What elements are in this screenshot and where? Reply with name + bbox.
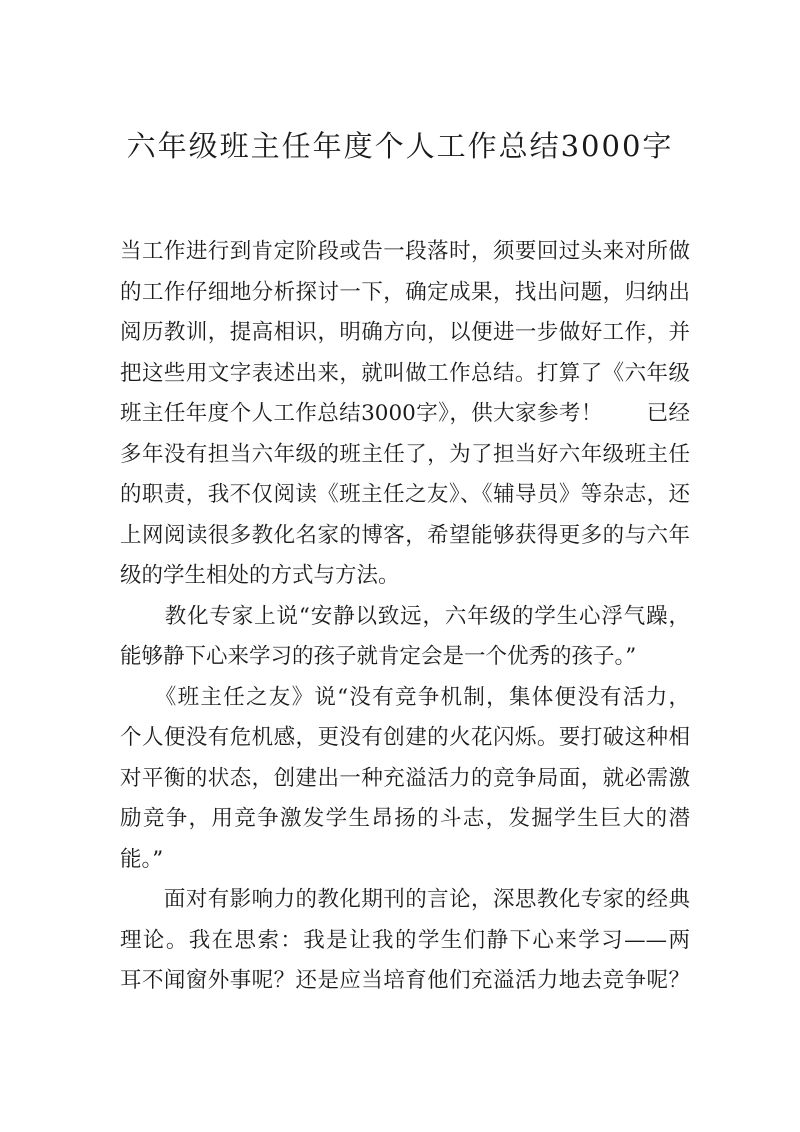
text-line: 班主任年度个人工作总结3000字》，供大家参考！ 已经: [120, 401, 690, 426]
text-line: 的工作仔细地分析探讨一下，确定成果，找出问题，归纳出: [120, 279, 690, 305]
text-line: 教化专家上说“安静以致远，六年级的学生心浮气躁，: [120, 603, 690, 629]
text-line: 耳不闻窗外事呢？还是应当培育他们充溢活力地去竞争呢？: [120, 968, 690, 993]
text-line: 理论。我在思索：我是让我的学生们静下心来学习——两: [120, 927, 690, 953]
text-line: 能够静下心来学习的孩子就肯定会是一个优秀的孩子。”: [120, 644, 637, 669]
text-line: 的职责，我不仅阅读《班主任之友》、《辅导员》等杂志，还: [120, 482, 690, 507]
text-line: 《班主任之友》说“没有竞争机制，集体便没有活力，: [120, 684, 690, 710]
document-title: 六年级班主任年度个人工作总结3000字: [126, 129, 674, 163]
document-body: [120, 232, 690, 1002]
text-line: 上网阅读很多教化名家的博客，希望能够获得更多的与六年: [120, 522, 690, 548]
text-line: 励竞争，用竞争激发学生昂扬的斗志，发掘学生巨大的潜: [120, 806, 690, 831]
text-line: 面对有影响力的教化期刊的言论，深思教化专家的经典: [120, 887, 690, 912]
text-line: 个人便没有危机感，更没有创建的火花闪烁。要打破这种相: [120, 725, 690, 750]
text-line: 把这些用文字表述出来，就叫做工作总结。打算了《六年级: [120, 360, 690, 386]
text-line: 当工作进行到肯定阶段或告一段落时，须要回过头来对所做: [120, 239, 690, 264]
text-line: 多年没有担当六年级的班主任了，为了担当好六年级班主任: [120, 441, 690, 467]
text-line: 级的学生相处的方式与方法。: [120, 563, 400, 588]
text-line: 对平衡的状态，创建出一种充溢活力的竞争局面，就必需激: [120, 765, 690, 791]
text-line: 阅历教训，提高相识，明确方向，以便进一步做好工作，并: [120, 320, 690, 345]
text-line: 能。”: [120, 846, 164, 872]
